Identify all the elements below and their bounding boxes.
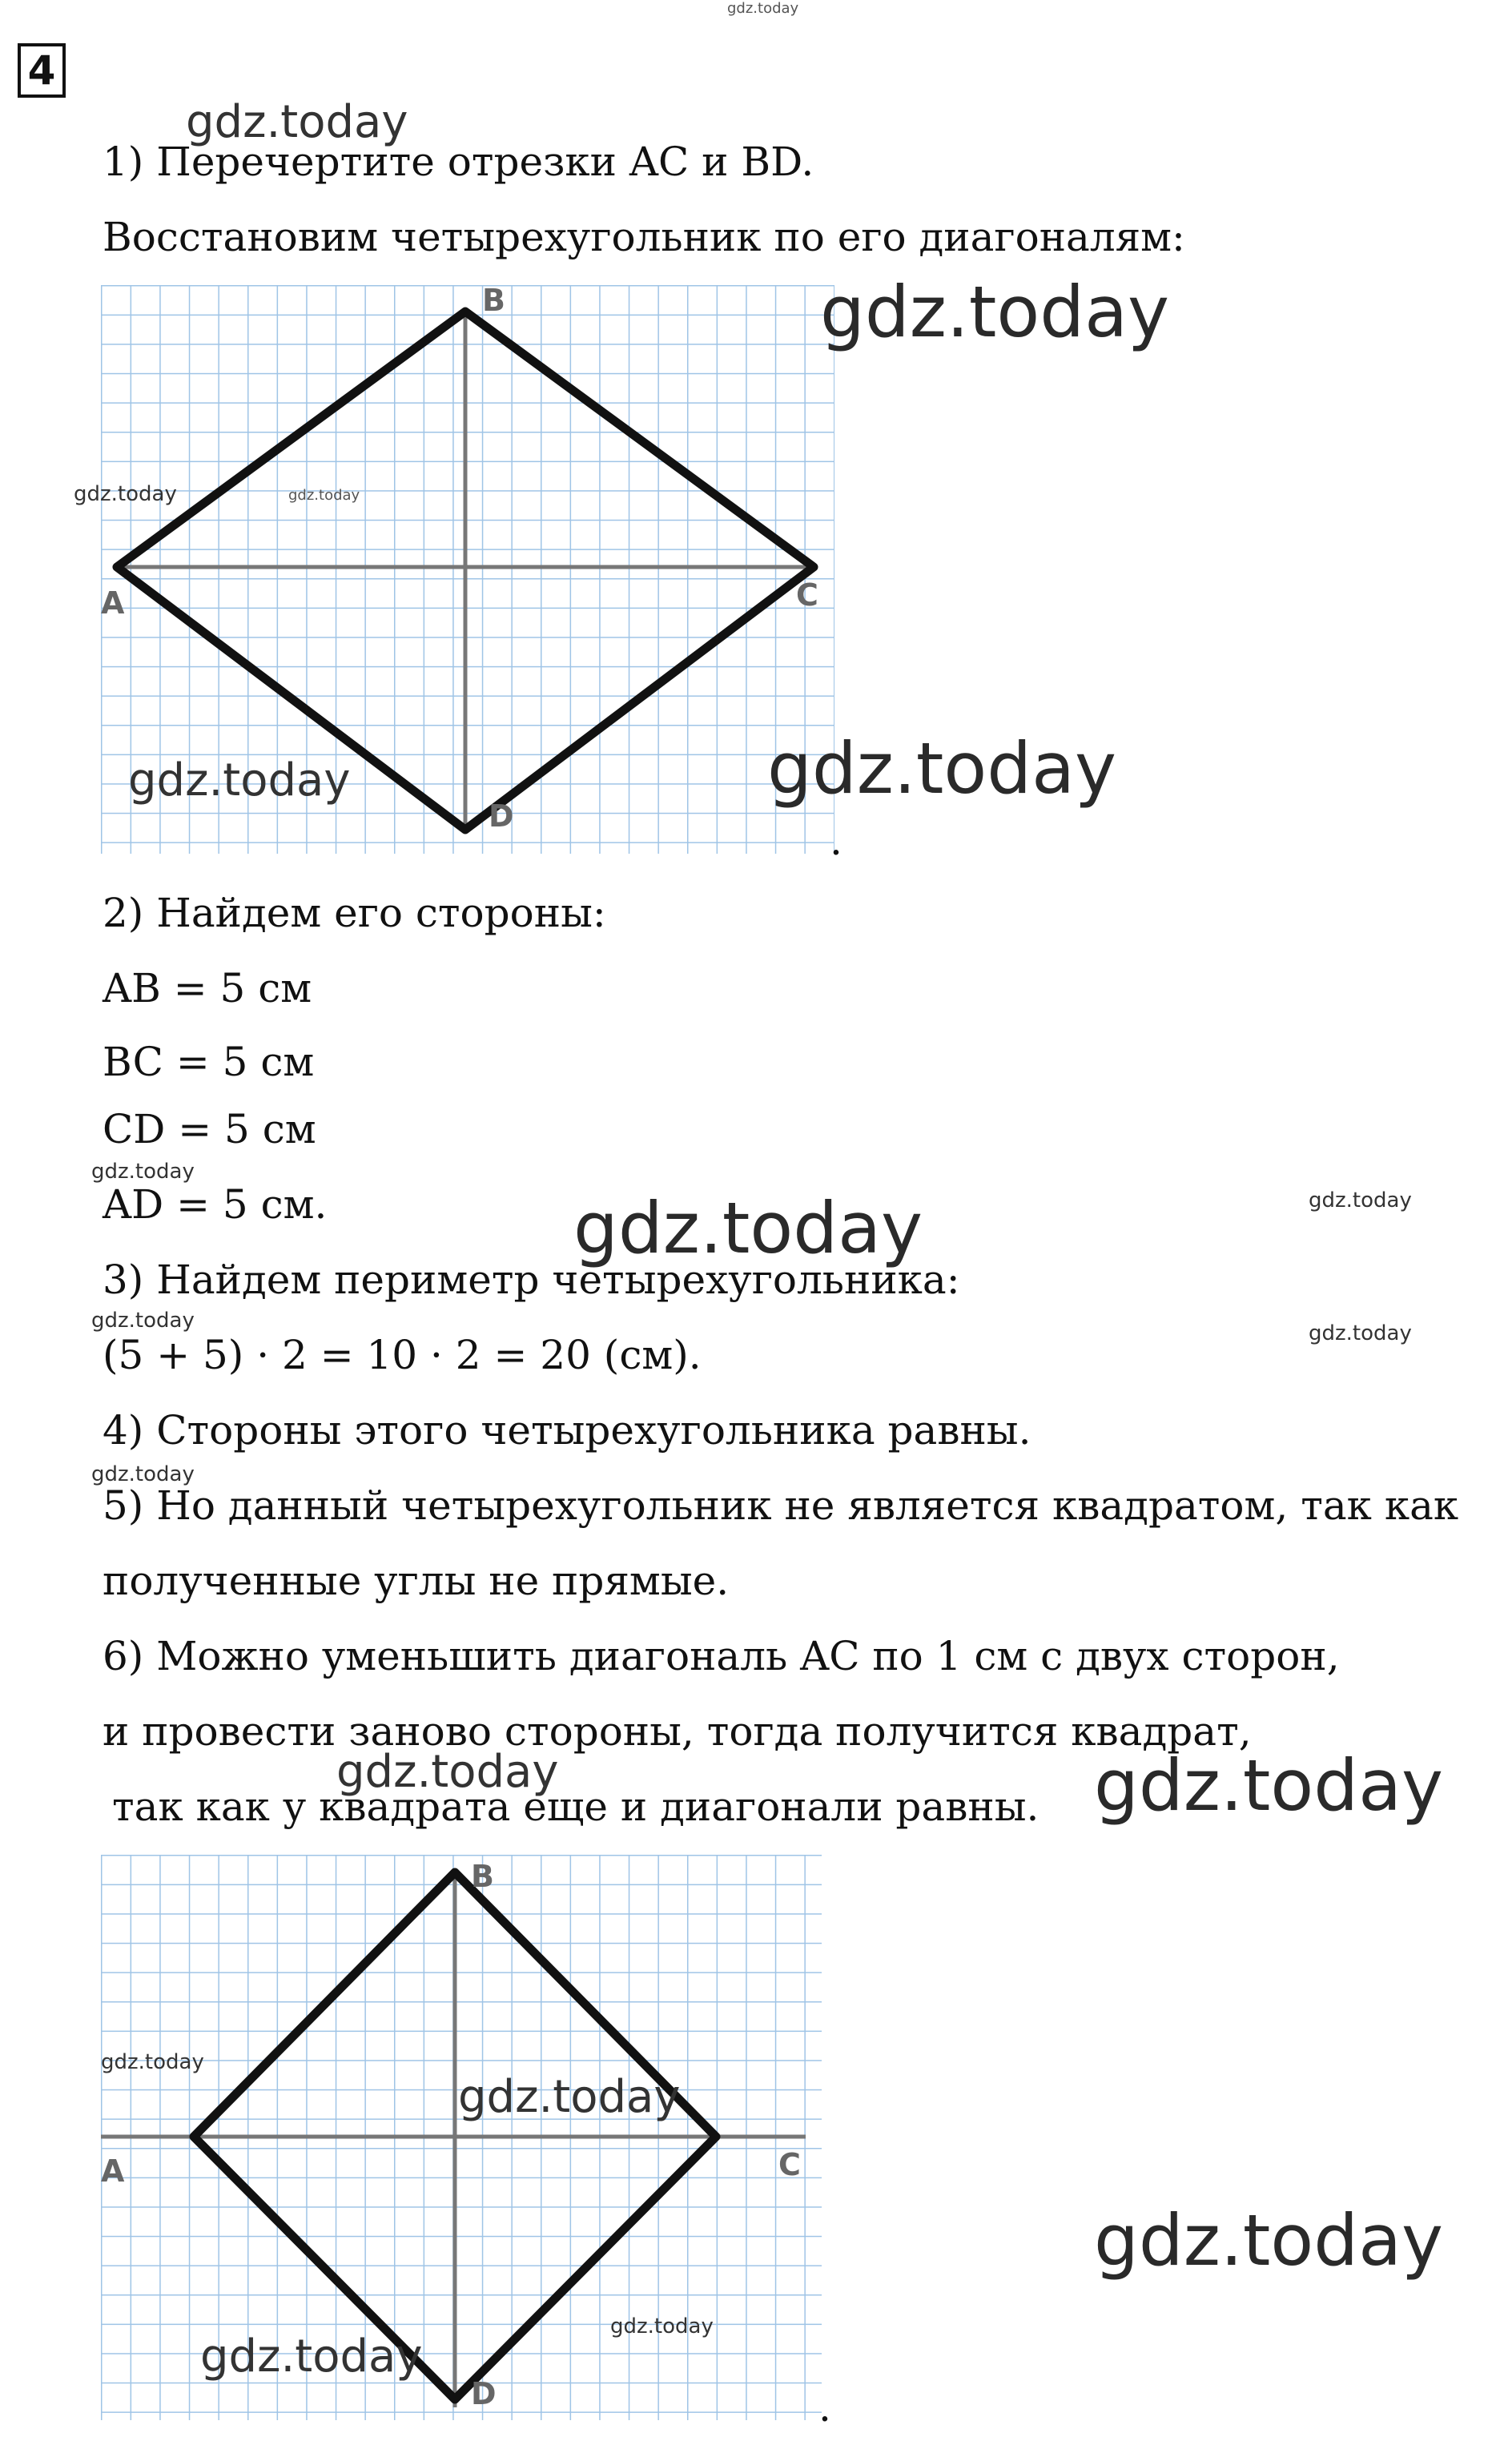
intro-text: Восстановим четырехугольник по его диагоналям: bbox=[103, 214, 1185, 260]
watermark: gdz.today bbox=[820, 271, 1170, 353]
watermark: gdz.today bbox=[128, 754, 351, 806]
watermark: gdz.today bbox=[288, 487, 360, 504]
watermark: gdz.today bbox=[767, 727, 1117, 810]
side-ad: AD = 5 см. bbox=[103, 1181, 328, 1228]
step-4-text: 4) Стороны этого четырехугольника равны. bbox=[103, 1407, 1031, 1454]
watermark: gdz.today bbox=[573, 1187, 923, 1269]
side-cd: CD = 5 см bbox=[103, 1106, 316, 1152]
watermark: gdz.today bbox=[1309, 1188, 1412, 1212]
watermark: gdz.today bbox=[1094, 2199, 1444, 2282]
step-6-text-cont: и провести заново стороны, тогда получится квадрат, bbox=[103, 1708, 1252, 1755]
watermark: gdz.today bbox=[336, 1746, 559, 1798]
side-bc: BC = 5 см bbox=[103, 1039, 315, 1085]
watermark: gdz.today bbox=[727, 0, 799, 17]
task-number: 4 bbox=[18, 43, 66, 98]
step-1-text: 1) Перечертите отрезки AC и BD. bbox=[103, 139, 814, 185]
watermark: gdz.today bbox=[74, 482, 177, 506]
step-6-text-end: так как у квадрата еще и диагонали равны. bbox=[112, 1783, 1040, 1830]
watermark: gdz.today bbox=[200, 2330, 423, 2383]
watermark: gdz.today bbox=[91, 1160, 195, 1184]
watermark: gdz.today bbox=[91, 1462, 195, 1486]
side-ab: AB = 5 см bbox=[103, 965, 312, 1011]
watermark: gdz.today bbox=[101, 2050, 204, 2074]
label-d: D bbox=[489, 798, 514, 834]
figure-2-dot: . bbox=[818, 2384, 831, 2431]
label-a: A bbox=[101, 2153, 125, 2189]
watermark: gdz.today bbox=[610, 2314, 714, 2338]
label-c: C bbox=[796, 577, 818, 613]
step-5-text: 5) Но данный четырехугольник не является квадратом, так как bbox=[103, 1482, 1459, 1529]
figure-1-dot: . bbox=[830, 818, 842, 864]
watermark: gdz.today bbox=[186, 96, 408, 148]
label-a: A bbox=[101, 585, 125, 621]
label-b: B bbox=[471, 1859, 494, 1894]
label-d: D bbox=[471, 2376, 497, 2411]
watermark: gdz.today bbox=[91, 1309, 195, 1333]
step-5-text-cont: полученные углы не прямые. bbox=[103, 1558, 730, 1604]
watermark: gdz.today bbox=[458, 2071, 681, 2123]
step-6-text: 6) Можно уменьшить диагональ AC по 1 см с двух сторон, bbox=[103, 1633, 1340, 1679]
watermark: gdz.today bbox=[1094, 1744, 1444, 1827]
watermark: gdz.today bbox=[1309, 1321, 1412, 1345]
label-b: B bbox=[482, 285, 505, 318]
perimeter-calc: (5 + 5) · 2 = 10 · 2 = 20 (см). bbox=[103, 1332, 702, 1378]
step-2-text: 2) Найдем его стороны: bbox=[103, 890, 606, 936]
label-c: C bbox=[778, 2147, 801, 2182]
step-3-text: 3) Найдем периметр четырехугольника: bbox=[103, 1257, 960, 1303]
